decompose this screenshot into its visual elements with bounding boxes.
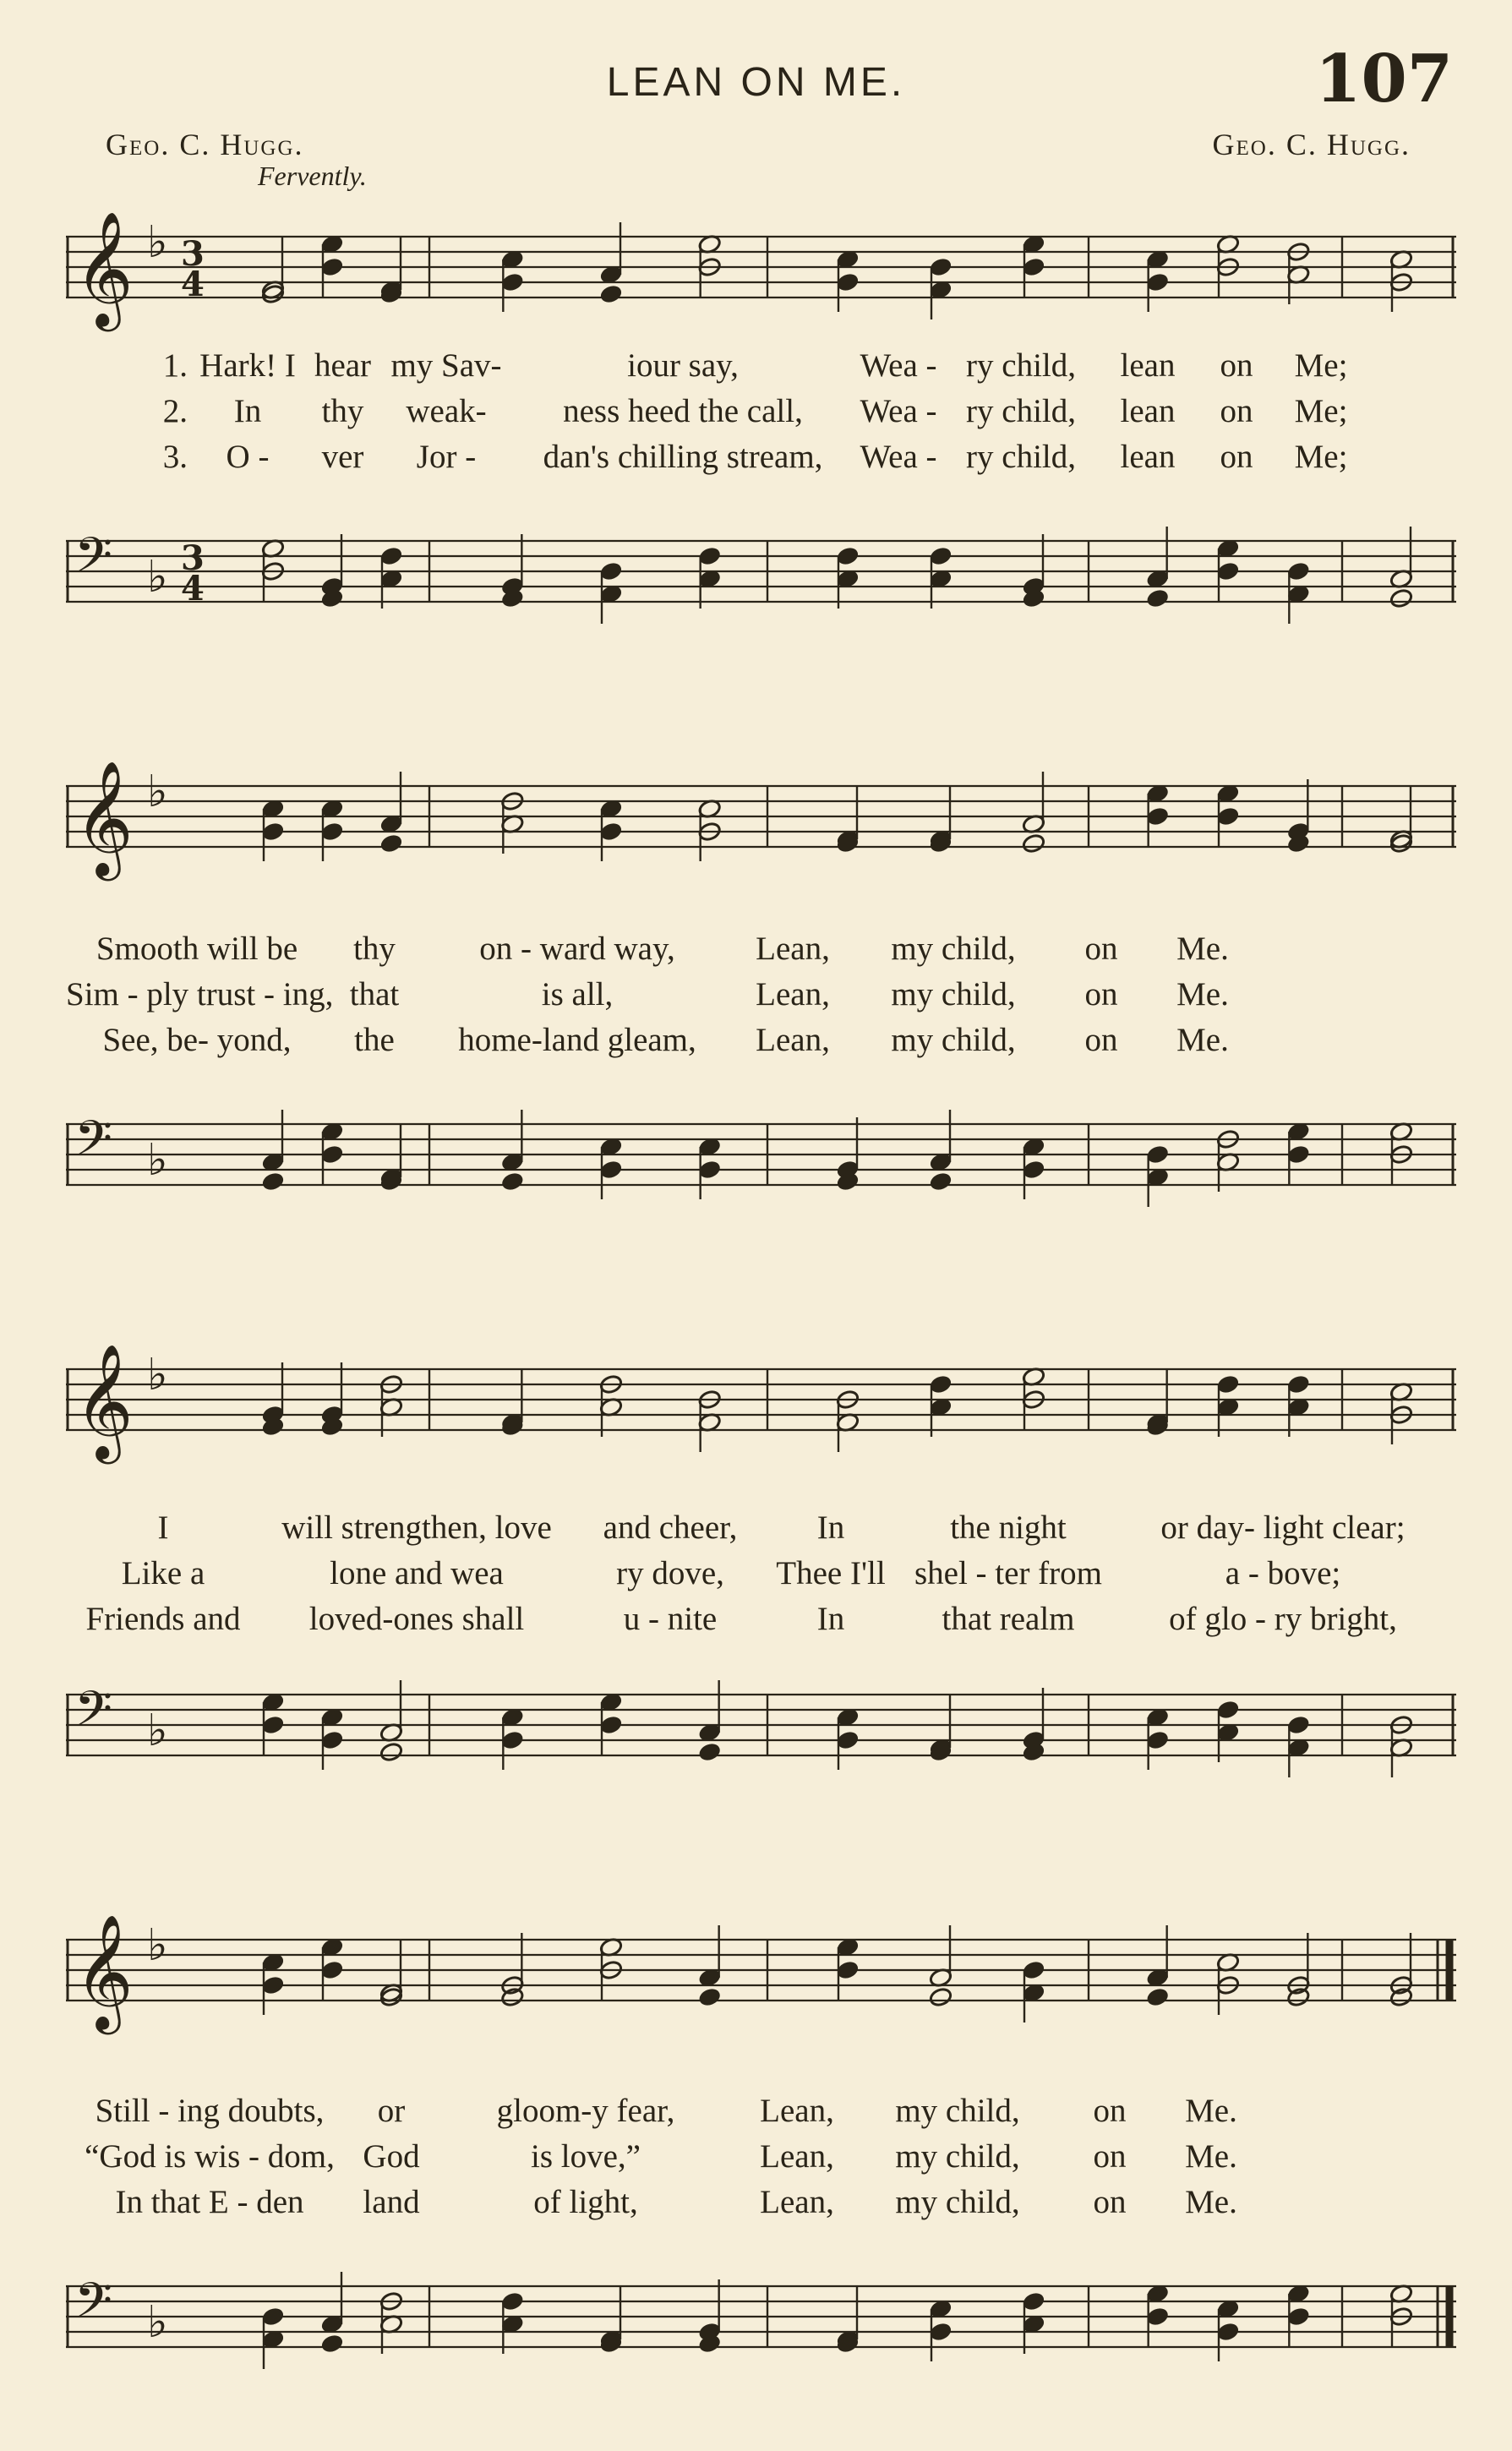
lyric-word: my child, (891, 1022, 1016, 1058)
lyric-word: on (1220, 393, 1253, 429)
lyric-word: Me. (1185, 2093, 1237, 2129)
page-number: 107 (1315, 41, 1453, 117)
lyric-word: my child, (891, 931, 1016, 967)
lyric-word: ry child, (966, 439, 1076, 475)
lyric-word: on (1093, 2138, 1127, 2175)
lyric-word: Lean, (760, 2138, 834, 2175)
lyric-word: Lean, (756, 1022, 830, 1058)
note-head (500, 1171, 525, 1193)
verse-number: 2. (162, 393, 188, 429)
lyric-word: or day- light clear; (1160, 1509, 1406, 1546)
bass-clef-icon: 𝄢 (74, 1110, 113, 1179)
lyric-word: ry child, (966, 393, 1076, 429)
flat-sign-icon: ♭ (147, 2297, 168, 2348)
flat-sign-icon: ♭ (147, 1350, 168, 1400)
lyric-word: my child, (895, 2184, 1020, 2220)
lyric-word: on (1220, 347, 1253, 384)
lyric-word: Lean, (756, 976, 830, 1013)
lyric-word: Me. (1176, 1022, 1229, 1058)
flat-sign-icon: ♭ (147, 217, 168, 268)
verse-line (66, 2183, 1456, 2225)
lyric-word: I (157, 1509, 169, 1546)
lyric-word: loved-ones shall (308, 1601, 525, 1637)
lyric-word: on (1093, 2184, 1127, 2220)
time-signature-top: 3 (181, 538, 205, 578)
lyric-word: on (1084, 1022, 1118, 1058)
treble-staff (66, 194, 1456, 347)
lyric-word: on (1220, 439, 1253, 475)
note-head (261, 1171, 286, 1193)
lyric-word: lean (1120, 347, 1176, 384)
lyric-word: Me. (1176, 931, 1229, 967)
lyric-word: and cheer, (603, 1509, 738, 1546)
lyric-word: on (1093, 2093, 1127, 2129)
flat-sign-icon: ♭ (147, 767, 168, 817)
treble-clef-icon: 𝄞 (74, 1913, 134, 2029)
lyric-word: Me; (1294, 439, 1348, 475)
lyric-word: gloom-y fear, (496, 2093, 675, 2129)
flat-sign-icon: ♭ (147, 552, 168, 603)
treble-staff (66, 1897, 1456, 2050)
treble-staff (66, 744, 1456, 896)
treble-staff (66, 1327, 1456, 1479)
verse-line (66, 1021, 1456, 1063)
lyric-word: ness heed the call, (563, 393, 803, 429)
verse-number: 1. (162, 347, 188, 384)
hymn-title: LEAN ON ME. (606, 60, 906, 105)
lyric-word: weak- (406, 393, 487, 429)
lyric-word: God (363, 2138, 420, 2175)
lyric-word: ry child, (966, 347, 1076, 384)
lyric-word: Still - ing doubts, (95, 2093, 325, 2129)
lyric-word: In (816, 1509, 845, 1546)
tempo-marking: Fervently. (258, 161, 367, 191)
lyric-word: is all, (541, 976, 614, 1013)
note-head (379, 833, 404, 854)
lyric-word: O - (226, 439, 270, 475)
lyric-word: Me; (1294, 393, 1348, 429)
note-head (697, 1742, 722, 1763)
note-head (929, 1987, 953, 2008)
lyric-word: hear (314, 347, 372, 384)
note-head (1145, 588, 1170, 609)
lyric-word: Friends and (85, 1601, 241, 1637)
lyric-word: thy (321, 393, 364, 429)
flat-sign-icon: ♭ (147, 1706, 168, 1756)
bass-staff (66, 1082, 1456, 1234)
lyric-word: or (377, 2093, 406, 2129)
lyric-word: of light, (533, 2184, 638, 2220)
note-head (1389, 588, 1414, 609)
lyric-word: that (349, 976, 400, 1013)
note-head (1145, 1987, 1170, 2008)
lyric-word: “God is wis - dom, (85, 2138, 335, 2175)
lyric-word: Me. (1185, 2184, 1237, 2220)
lyric-word: Sim - ply trust - ing, (66, 976, 334, 1013)
lyric-word: In (233, 393, 262, 429)
treble-clef-icon: 𝄞 (74, 759, 134, 876)
lyric-word: Lean, (756, 931, 830, 967)
note-head (697, 1987, 722, 2008)
lyric-word: Wea - (860, 393, 937, 429)
lyric-word: u - nite (623, 1601, 718, 1637)
note-head (599, 284, 624, 305)
time-signature-bottom: 4 (181, 569, 205, 609)
lyric-word: my child, (895, 2093, 1020, 2129)
lyric-word: on (1084, 976, 1118, 1013)
lyric-word: the (354, 1022, 395, 1058)
lyric-word: my child, (891, 976, 1016, 1013)
lyric-word: lean (1120, 393, 1176, 429)
lyric-word: land (363, 2184, 420, 2220)
lyric-word: Lean, (760, 2184, 834, 2220)
time-signature-top: 3 (181, 234, 205, 274)
verse-line (66, 438, 1456, 480)
verse-number: 3. (162, 439, 188, 475)
lyric-word: lean (1120, 439, 1176, 475)
flat-sign-icon: ♭ (147, 1920, 168, 1971)
lyric-word: Lean, (760, 2093, 834, 2129)
note-head (929, 1171, 953, 1193)
lyric-word: is love,” (531, 2138, 641, 2175)
bass-staff (66, 499, 1456, 651)
bass-clef-icon: 𝄢 (74, 527, 113, 596)
bass-staff (66, 2244, 1456, 2396)
lyric-word: dan's chilling stream, (543, 439, 823, 475)
lyric-word: Thee I'll (776, 1555, 886, 1591)
lyric-word: Me; (1294, 347, 1348, 384)
verse-line (66, 347, 1456, 389)
lyric-word: my Sav- (390, 347, 502, 384)
lyric-word: my child, (895, 2138, 1020, 2175)
words-credit: Geo. C. Hugg. (106, 128, 304, 161)
note-head (320, 2334, 345, 2355)
lyric-word: Wea - (860, 439, 937, 475)
verse-line (66, 2137, 1456, 2180)
lyric-word: will strengthen, love (281, 1509, 552, 1546)
verse-line (66, 392, 1456, 434)
lyric-word: In (816, 1601, 845, 1637)
bass-clef-icon: 𝄢 (74, 2272, 113, 2341)
verse-line (66, 930, 1456, 972)
lyric-word: the night (950, 1509, 1067, 1546)
verse-line (66, 975, 1456, 1018)
note-head (379, 1742, 404, 1763)
lyric-word: Me. (1185, 2138, 1237, 2175)
note-head (1022, 833, 1046, 854)
music-credit: Geo. C. Hugg. (1212, 128, 1411, 161)
treble-clef-icon: 𝄞 (74, 1342, 134, 1459)
verse-line (66, 1509, 1456, 1551)
lyric-word: See, be- yond, (102, 1022, 292, 1058)
lyric-word: that realm (942, 1601, 1075, 1637)
lyric-word: of glo - ry bright, (1169, 1601, 1397, 1637)
flat-sign-icon: ♭ (147, 1135, 168, 1186)
lyric-word: Hark! I (199, 347, 296, 384)
lyric-word: ver (321, 439, 364, 475)
time-signature-bottom: 4 (181, 265, 205, 304)
bass-clef-icon: 𝄢 (74, 1680, 113, 1750)
verse-line (66, 1600, 1456, 1642)
lyric-word: on - ward way, (479, 931, 675, 967)
lyric-word: Smooth will be (96, 931, 298, 967)
lyric-word: a - bove; (1225, 1555, 1341, 1591)
lyric-word: In that E - den (115, 2184, 304, 2220)
bass-staff (66, 1652, 1456, 1804)
lyric-word: on (1084, 931, 1118, 967)
lyric-word: Me. (1176, 976, 1229, 1013)
lyric-word: iour say, (627, 347, 739, 384)
verse-line (66, 1554, 1456, 1597)
lyric-word: ry dove, (616, 1555, 724, 1591)
lyric-word: shel - ter from (914, 1555, 1102, 1591)
verse-line (66, 2092, 1456, 2134)
lyric-word: lone and wea (330, 1555, 504, 1591)
lyric-word: Wea - (860, 347, 937, 384)
lyric-word: Jor - (416, 439, 477, 475)
lyric-word: thy (353, 931, 396, 967)
lyric-word: home-land gleam, (458, 1022, 696, 1058)
lyric-word: Like a (121, 1555, 205, 1591)
treble-clef-icon: 𝄞 (74, 210, 134, 326)
